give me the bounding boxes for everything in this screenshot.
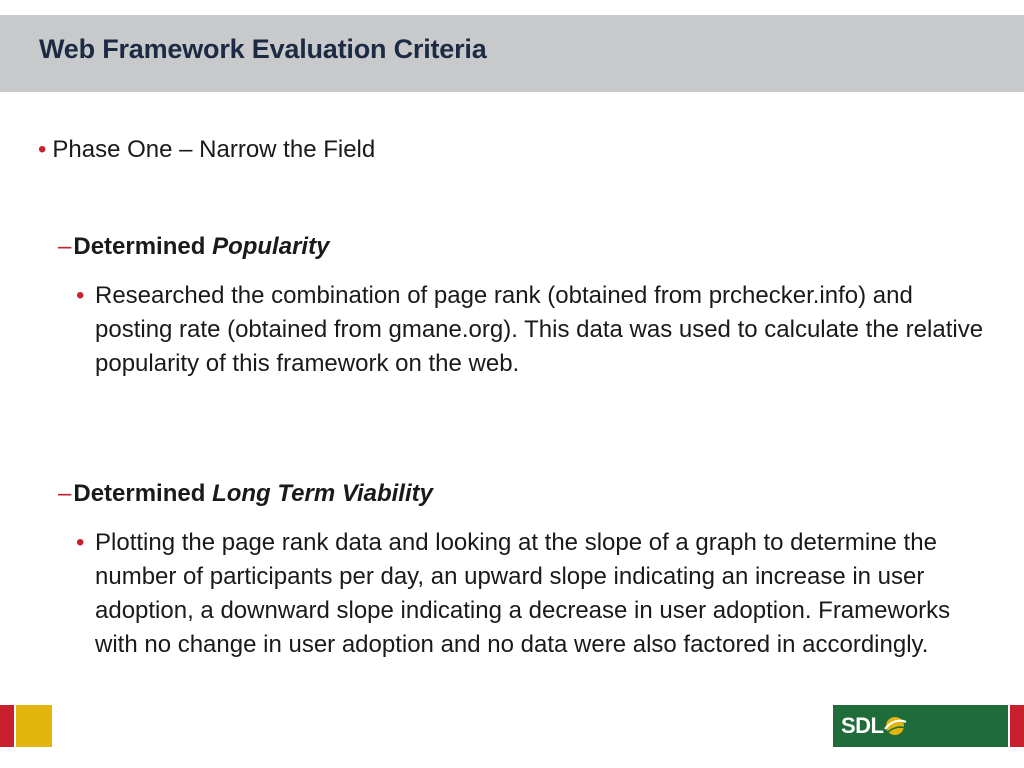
sub-heading-emphasis: Popularity bbox=[212, 233, 330, 260]
dash-icon: – bbox=[58, 480, 72, 507]
bullet-phase-one bbox=[38, 135, 375, 165]
sdl-logo-text: SDL bbox=[841, 713, 884, 738]
detail-viability bbox=[76, 526, 991, 662]
footer-end-red-bar bbox=[1010, 705, 1024, 747]
dash-icon: – bbox=[58, 233, 72, 260]
detail-popularity-text: Researched the combination of page rank (obtained from prchecker.info) and posting rate (obtained from gmane.org). This data was used to calculate the relative popularity of this framework on the web. bbox=[95, 282, 984, 377]
sub-heading-viability bbox=[58, 479, 433, 509]
footer-red-bar bbox=[0, 705, 14, 747]
sub-heading-emphasis: Long Term Viability bbox=[212, 480, 433, 507]
sub-heading-prefix: Determined bbox=[73, 480, 213, 507]
sdl-logo bbox=[833, 705, 1008, 747]
bullet-dot-icon: • bbox=[38, 136, 47, 163]
globe-swoosh-icon bbox=[882, 713, 908, 739]
footer-yellow-bar bbox=[16, 705, 52, 747]
detail-viability-text: Plotting the page rank data and looking at the slope of a graph to determine the number of participants per day, an upward slope indicating an increase in user adoption, a downward slope indicating a decrease in user adoption. Frameworks with no change in user adoption and no data were also factored in accordingly. bbox=[95, 529, 951, 658]
bullet-dot-icon: • bbox=[76, 282, 85, 309]
sub-heading-popularity bbox=[58, 232, 329, 262]
detail-popularity bbox=[76, 279, 991, 381]
slide-title: Web Framework Evaluation Criteria bbox=[39, 34, 487, 64]
sub-heading-prefix: Determined bbox=[73, 233, 213, 260]
bullet-phase-one-text: Phase One – Narrow the Field bbox=[52, 136, 376, 163]
bullet-dot-icon: • bbox=[76, 529, 85, 556]
